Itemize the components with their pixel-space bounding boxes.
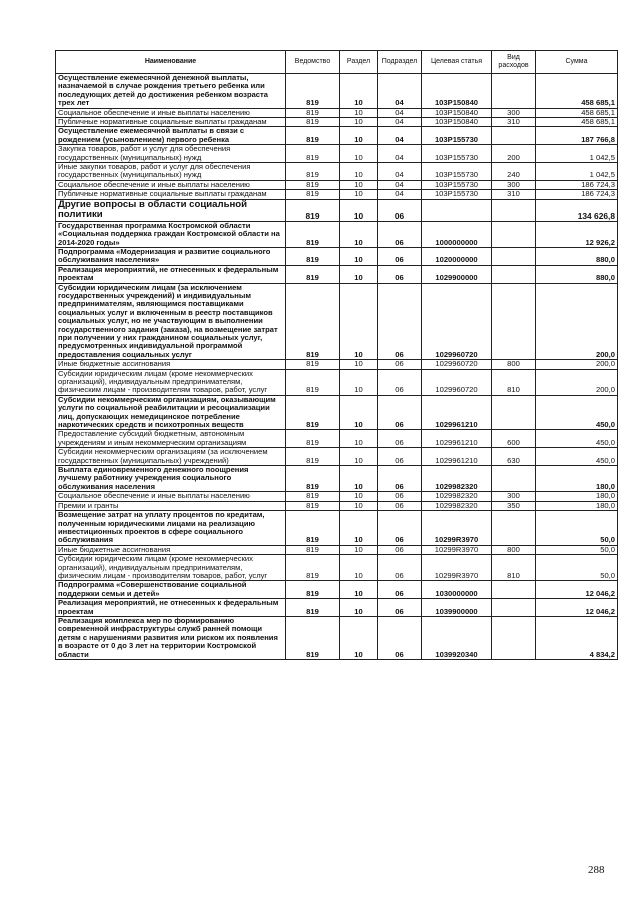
cell-razdel: 10: [340, 511, 378, 546]
cell-vid: 810: [492, 369, 536, 395]
cell-podrazdel: 04: [378, 145, 422, 163]
cell-podrazdel: 06: [378, 545, 422, 554]
cell-cel: 103P150840: [422, 108, 492, 117]
cell-name: Другие вопросы в области социальной политики: [56, 199, 286, 221]
cell-vid: 350: [492, 501, 536, 510]
cell-vid: 300: [492, 492, 536, 501]
cell-vid: [492, 265, 536, 283]
cell-razdel: 10: [340, 448, 378, 466]
cell-name: Возмещение затрат на уплату процентов по кредитам, полученным юридическими лицами на реализацию инвестиционных проектов в сфере социального обслуживания: [56, 511, 286, 546]
cell-name: Реализация мероприятий, не отнесенных к федеральным проектам: [56, 265, 286, 283]
cell-podrazdel: 06: [378, 430, 422, 448]
cell-name: Подпрограмма «Совершенствование социальной поддержки семьи и детей»: [56, 581, 286, 599]
table-row: [56, 581, 618, 599]
cell-vid: [492, 599, 536, 617]
cell-podrazdel: 06: [378, 448, 422, 466]
cell-ved: 819: [286, 466, 340, 492]
cell-vid: 240: [492, 163, 536, 181]
cell-podrazdel: 06: [378, 511, 422, 546]
cell-name: Иные бюджетные ассигнования: [56, 545, 286, 554]
cell-sum: 12 046,2: [536, 581, 618, 599]
cell-cel: 1000000000: [422, 221, 492, 247]
cell-cel: 103P155730: [422, 127, 492, 145]
table-row: [56, 466, 618, 492]
cell-vid: [492, 395, 536, 430]
cell-sum: 134 626,8: [536, 199, 618, 221]
cell-razdel: 10: [340, 492, 378, 501]
page-number: 288: [588, 864, 605, 876]
header-razdel: Раздел: [340, 51, 378, 74]
cell-cel: 1029960720: [422, 283, 492, 360]
cell-sum: 180,0: [536, 466, 618, 492]
cell-cel: 1020000000: [422, 247, 492, 265]
cell-vid: [492, 247, 536, 265]
cell-razdel: 10: [340, 74, 378, 109]
cell-vid: 800: [492, 545, 536, 554]
cell-razdel: 10: [340, 599, 378, 617]
cell-sum: 450,0: [536, 448, 618, 466]
cell-ved: 819: [286, 360, 340, 369]
cell-cel: 1029982320: [422, 492, 492, 501]
cell-razdel: 10: [340, 581, 378, 599]
table-row: [56, 247, 618, 265]
header-sum: Сумма: [536, 51, 618, 74]
cell-sum: 1 042,5: [536, 163, 618, 181]
cell-name: Публичные нормативные социальные выплаты гражданам: [56, 190, 286, 199]
cell-podrazdel: 04: [378, 74, 422, 109]
table-row: [56, 511, 618, 546]
cell-cel: [422, 199, 492, 221]
cell-sum: 200,0: [536, 369, 618, 395]
cell-sum: 200,0: [536, 283, 618, 360]
cell-ved: 819: [286, 616, 340, 659]
cell-podrazdel: 04: [378, 163, 422, 181]
table-row: [56, 283, 618, 360]
cell-ved: 819: [286, 247, 340, 265]
cell-cel: 103P155730: [422, 180, 492, 189]
cell-sum: 187 766,8: [536, 127, 618, 145]
cell-podrazdel: 06: [378, 492, 422, 501]
cell-sum: 186 724,3: [536, 180, 618, 189]
cell-podrazdel: 06: [378, 466, 422, 492]
cell-vid: 310: [492, 190, 536, 199]
cell-cel: 10299R3970: [422, 545, 492, 554]
cell-name: Иные бюджетные ассигнования: [56, 360, 286, 369]
cell-razdel: 10: [340, 108, 378, 117]
cell-vid: 310: [492, 118, 536, 127]
cell-sum: 50,0: [536, 555, 618, 581]
cell-ved: 819: [286, 108, 340, 117]
cell-razdel: 10: [340, 145, 378, 163]
cell-sum: 458 685,1: [536, 118, 618, 127]
cell-vid: 810: [492, 555, 536, 581]
cell-name: Осуществление ежемесячной денежной выплаты, назначаемой в случае рождения третьего ребенка или последующих детей до достижения ребенком возраста трех лет: [56, 74, 286, 109]
cell-vid: 200: [492, 145, 536, 163]
table-row: [56, 190, 618, 199]
cell-podrazdel: 06: [378, 555, 422, 581]
cell-sum: 458 685,1: [536, 108, 618, 117]
cell-ved: 819: [286, 369, 340, 395]
cell-cel: 1029900000: [422, 265, 492, 283]
table-row: [56, 430, 618, 448]
cell-cel: 10299R3970: [422, 511, 492, 546]
cell-sum: 880,0: [536, 247, 618, 265]
cell-sum: 450,0: [536, 395, 618, 430]
cell-vid: [492, 199, 536, 221]
cell-cel: 1039900000: [422, 599, 492, 617]
cell-razdel: 10: [340, 247, 378, 265]
cell-sum: 458 685,1: [536, 74, 618, 109]
header-name: Наименование: [56, 51, 286, 74]
cell-ved: 819: [286, 492, 340, 501]
cell-name: Премии и гранты: [56, 501, 286, 510]
table-row: [56, 369, 618, 395]
cell-cel: 103P155730: [422, 145, 492, 163]
cell-podrazdel: 06: [378, 501, 422, 510]
table-row: [56, 599, 618, 617]
cell-razdel: 10: [340, 265, 378, 283]
cell-razdel: 10: [340, 127, 378, 145]
cell-name: Осуществление ежемесячной выплаты в связи с рождением (усыновлением) первого ребенка: [56, 127, 286, 145]
cell-ved: 819: [286, 545, 340, 554]
cell-podrazdel: 06: [378, 283, 422, 360]
cell-sum: 12 046,2: [536, 599, 618, 617]
cell-ved: 819: [286, 430, 340, 448]
cell-podrazdel: 04: [378, 108, 422, 117]
cell-vid: 300: [492, 180, 536, 189]
cell-name: Предоставление субсидий бюджетным, автономным учреждениям и иным некоммерческим организациям: [56, 430, 286, 448]
cell-vid: [492, 221, 536, 247]
cell-cel: 1029960720: [422, 360, 492, 369]
cell-vid: [492, 74, 536, 109]
cell-ved: 819: [286, 265, 340, 283]
cell-ved: 819: [286, 163, 340, 181]
cell-name: Публичные нормативные социальные выплаты гражданам: [56, 118, 286, 127]
cell-sum: 50,0: [536, 545, 618, 554]
cell-razdel: 10: [340, 199, 378, 221]
cell-razdel: 10: [340, 616, 378, 659]
cell-name: Субсидии юридическим лицам (кроме некоммерческих организаций), индивидуальным предпринимателям, физическим лицам - производителям товаров, работ, услуг: [56, 369, 286, 395]
cell-podrazdel: 04: [378, 118, 422, 127]
cell-podrazdel: 06: [378, 616, 422, 659]
cell-podrazdel: 06: [378, 360, 422, 369]
cell-sum: 200,0: [536, 360, 618, 369]
cell-vid: [492, 127, 536, 145]
cell-razdel: 10: [340, 180, 378, 189]
cell-ved: 819: [286, 74, 340, 109]
cell-vid: 300: [492, 108, 536, 117]
table-row: [56, 265, 618, 283]
cell-sum: 180,0: [536, 492, 618, 501]
table-row: [56, 74, 618, 109]
header-cel: Целевая статья: [422, 51, 492, 74]
cell-vid: 600: [492, 430, 536, 448]
cell-ved: 819: [286, 118, 340, 127]
cell-name: Социальное обеспечение и иные выплаты населению: [56, 180, 286, 189]
cell-ved: 819: [286, 395, 340, 430]
cell-ved: 819: [286, 221, 340, 247]
cell-razdel: 10: [340, 221, 378, 247]
cell-vid: [492, 466, 536, 492]
cell-cel: 103P155730: [422, 190, 492, 199]
cell-podrazdel: 04: [378, 180, 422, 189]
cell-razdel: 10: [340, 163, 378, 181]
cell-vid: [492, 511, 536, 546]
table-row: [56, 448, 618, 466]
cell-ved: 819: [286, 127, 340, 145]
cell-ved: 819: [286, 501, 340, 510]
cell-vid: [492, 616, 536, 659]
cell-name: Государственная программа Костромской области «Социальная поддержка граждан Костромской области на 2014-2020 годы»: [56, 221, 286, 247]
cell-podrazdel: 06: [378, 581, 422, 599]
cell-cel: 1030000000: [422, 581, 492, 599]
table-row: [56, 360, 618, 369]
cell-podrazdel: 06: [378, 369, 422, 395]
cell-cel: 103P155730: [422, 163, 492, 181]
table-row: [56, 145, 618, 163]
cell-name: Выплата единовременного денежного поощрения лучшему работнику учреждения социального обслуживания населения: [56, 466, 286, 492]
cell-ved: 819: [286, 190, 340, 199]
cell-cel: 1039920340: [422, 616, 492, 659]
cell-razdel: 10: [340, 501, 378, 510]
cell-podrazdel: 06: [378, 199, 422, 221]
cell-cel: 103P150840: [422, 74, 492, 109]
cell-cel: 1029960720: [422, 369, 492, 395]
cell-podrazdel: 06: [378, 395, 422, 430]
table-row: [56, 163, 618, 181]
cell-sum: 12 926,2: [536, 221, 618, 247]
cell-podrazdel: 06: [378, 221, 422, 247]
cell-razdel: 10: [340, 555, 378, 581]
cell-sum: 180,0: [536, 501, 618, 510]
table-row: [56, 199, 618, 221]
cell-name: Реализация мероприятий, не отнесенных к федеральным проектам: [56, 599, 286, 617]
cell-ved: 819: [286, 283, 340, 360]
table-row: [56, 616, 618, 659]
table-row: [56, 492, 618, 501]
cell-razdel: 10: [340, 118, 378, 127]
cell-razdel: 10: [340, 283, 378, 360]
cell-name: Иные закупки товаров, работ и услуг для обеспечения государственных (муниципальных) нужд: [56, 163, 286, 181]
cell-cel: 103P150840: [422, 118, 492, 127]
cell-ved: 819: [286, 511, 340, 546]
budget-table-container: [55, 50, 617, 660]
cell-razdel: 10: [340, 190, 378, 199]
cell-ved: 819: [286, 145, 340, 163]
table-row: [56, 221, 618, 247]
table-header-row: [56, 51, 618, 74]
table-row: [56, 555, 618, 581]
budget-table: [55, 50, 618, 660]
cell-vid: 800: [492, 360, 536, 369]
cell-name: Социальное обеспечение и иные выплаты населению: [56, 492, 286, 501]
cell-sum: 4 834,2: [536, 616, 618, 659]
cell-name: Подпрограмма «Модернизация и развитие социального обслуживания населения»: [56, 247, 286, 265]
cell-name: Субсидии юридическим лицам (кроме некоммерческих организаций), индивидуальным предпринимателям, физическим лицам - производителям товаров, работ, услуг: [56, 555, 286, 581]
cell-name: Субсидии некоммерческим организациям (за исключением государственных (муниципальных) учреждений): [56, 448, 286, 466]
cell-sum: 880,0: [536, 265, 618, 283]
cell-razdel: 10: [340, 466, 378, 492]
cell-razdel: 10: [340, 545, 378, 554]
cell-name: Субсидии некоммерческим организациям, оказывающим услуги по социальной реабилитации и ресоциализации лиц, допускающих немедицинское потребление наркотических средств и психотропных веществ: [56, 395, 286, 430]
cell-sum: 186 724,3: [536, 190, 618, 199]
cell-sum: 50,0: [536, 511, 618, 546]
cell-sum: 450,0: [536, 430, 618, 448]
cell-ved: 819: [286, 599, 340, 617]
cell-cel: 1029961210: [422, 448, 492, 466]
cell-name: Закупка товаров, работ и услуг для обеспечения государственных (муниципальных) нужд: [56, 145, 286, 163]
table-row: [56, 395, 618, 430]
cell-ved: 819: [286, 448, 340, 466]
cell-razdel: 10: [340, 369, 378, 395]
cell-name: Реализация комплекса мер по формированию современной инфраструктуры служб ранней помощи детям с нарушениями развития или риском их появления в возрасте от 0 до 3 лет на территории Костромской области: [56, 616, 286, 659]
cell-razdel: 10: [340, 430, 378, 448]
header-podrazdel: Подраздел: [378, 51, 422, 74]
cell-vid: [492, 283, 536, 360]
table-body: [56, 74, 618, 660]
cell-vid: 630: [492, 448, 536, 466]
cell-ved: 819: [286, 555, 340, 581]
cell-podrazdel: 06: [378, 265, 422, 283]
cell-name: Социальное обеспечение и иные выплаты населению: [56, 108, 286, 117]
cell-sum: 1 042,5: [536, 145, 618, 163]
cell-cel: 1029982320: [422, 501, 492, 510]
cell-podrazdel: 06: [378, 247, 422, 265]
cell-razdel: 10: [340, 360, 378, 369]
cell-cel: 1029961210: [422, 430, 492, 448]
cell-podrazdel: 06: [378, 599, 422, 617]
cell-vid: [492, 581, 536, 599]
cell-cel: 1029961210: [422, 395, 492, 430]
cell-ved: 819: [286, 180, 340, 189]
cell-ved: 819: [286, 199, 340, 221]
cell-podrazdel: 04: [378, 190, 422, 199]
table-row: [56, 127, 618, 145]
header-vid: Вид расходов: [492, 51, 536, 74]
cell-podrazdel: 04: [378, 127, 422, 145]
cell-cel: 10299R3970: [422, 555, 492, 581]
cell-razdel: 10: [340, 395, 378, 430]
cell-name: Субсидии юридическим лицам (за исключением государственных учреждений) и индивидуальным предпринимателям, являющимся поставщиками социальных услуг и включенным в реестр поставщиков социальных услуг, но не участвующим в выполнении государственного задания (заказа), на возмещение затрат при получении у них гражданином социальных услуг, предусмотренных индивидуальной программой предоставления социальных услуг: [56, 283, 286, 360]
cell-ved: 819: [286, 581, 340, 599]
cell-cel: 1029982320: [422, 466, 492, 492]
header-ved: Ведомство: [286, 51, 340, 74]
